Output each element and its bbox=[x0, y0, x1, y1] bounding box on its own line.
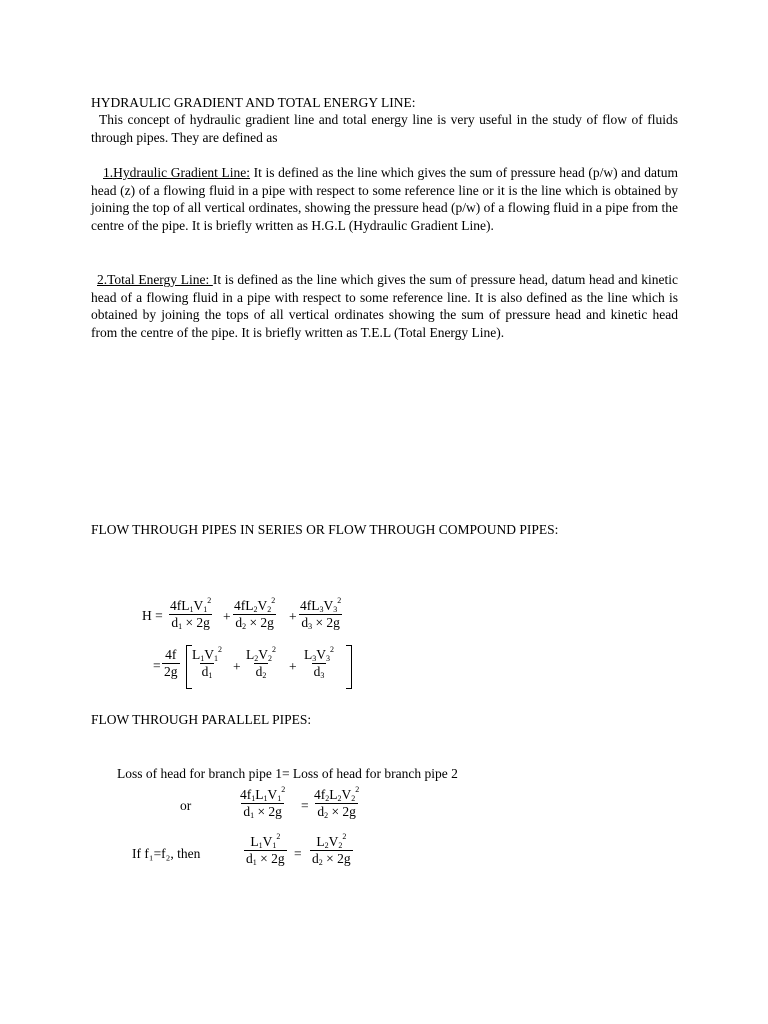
tel-definition: It is defined as the line which gives the sum of pressure head, datum head and kinetic head of a flowing fluid in a pipe with respect to some reference line. It is also defined as the line which is obtained by joining the tops of all vertical ordinates showing the sum of pressure head and kinetic head from the centre of the pipe. It is briefly written as T.E.L (Total Energy Line). bbox=[91, 272, 678, 340]
series-pipes-heading: FLOW THROUGH PIPES IN SERIES OR FLOW THROUGH COMPOUND PIPES: bbox=[91, 522, 559, 537]
eq2-factor: $\frac{4f}{2g}$ bbox=[164, 647, 178, 679]
hgl-paragraph bbox=[91, 164, 678, 234]
intro-paragraph: This concept of hydraulic gradient line and total energy line is very useful in the study of flow of fluids through pipes. They are defined as bbox=[91, 112, 678, 145]
eq2-right-bracket bbox=[346, 645, 352, 689]
par1-equals: = bbox=[301, 798, 309, 813]
eq2-plus-1: + bbox=[233, 659, 241, 674]
eq1-plus-2: + bbox=[289, 609, 297, 624]
eq2-plus-2: + bbox=[289, 659, 297, 674]
parallel-pipes-heading: FLOW THROUGH PARALLEL PIPES: bbox=[91, 712, 312, 727]
tel-paragraph bbox=[91, 271, 678, 341]
hgl-term: 1.Hydraulic Gradient Line: bbox=[103, 165, 251, 180]
eq1-term-2: $\frac{4fL_2V_2^2}{d_2 \times 2g}$ bbox=[234, 596, 276, 631]
parallel-statement: Loss of head for branch pipe 1= Loss of head for branch pipe 2 bbox=[117, 766, 458, 781]
eq2-equals: = bbox=[153, 658, 161, 673]
par2-lhs: $\frac{L_1V_1^2}{d_1 \times 2g}$ bbox=[246, 832, 285, 867]
par2-rhs: $\frac{L_2V_2^2}{d_2 \times 2g}$ bbox=[312, 832, 351, 867]
tel-term: 2.Total Energy Line: bbox=[97, 272, 213, 287]
eq1-plus-1: + bbox=[223, 609, 231, 624]
equal-friction-condition: If f₁=f₂, then bbox=[132, 846, 201, 861]
eq2-term-2: $\frac{L_2V_2^2}{d_2}$ bbox=[246, 645, 276, 680]
par1-rhs: $\frac{4f_2L_2V_2^2}{d_2 \times 2g}$ bbox=[314, 785, 360, 820]
eq2-term-3: $\frac{L_3V_3^2}{d_3}$ bbox=[304, 645, 334, 680]
or-label: or bbox=[180, 798, 192, 813]
eq2-term-1: $\frac{L_1V_1^2}{d_1}$ bbox=[192, 645, 222, 680]
par2-equals: = bbox=[294, 846, 302, 861]
eq1-lhs: H = bbox=[142, 608, 163, 623]
par1-lhs: $\frac{4f_1L_1V_1^2}{d_1 \times 2g}$ bbox=[240, 785, 286, 820]
eq1-term-1: $\frac{4fL_1V_1^2}{d_1 \times 2g}$ bbox=[170, 596, 212, 631]
eq1-term-3: $\frac{4fL_3V_3^2}{d_3 \times 2g}$ bbox=[300, 596, 342, 631]
hgl-definition: It is defined as the line which gives the sum of pressure head (p/w) and datum head (z) of a flowing fluid in a pipe with respect to some reference line or it is the line which is obtained by joining the top of all vertical ordinates, showing the pressure head (p/w) of a flowing fluid in a pipe from the centre of the pipe. It is briefly written as H.G.L (Hydraulic Gradient Line). bbox=[91, 165, 679, 233]
hgl-tel-heading: HYDRAULIC GRADIENT AND TOTAL ENERGY LINE: bbox=[91, 95, 416, 110]
